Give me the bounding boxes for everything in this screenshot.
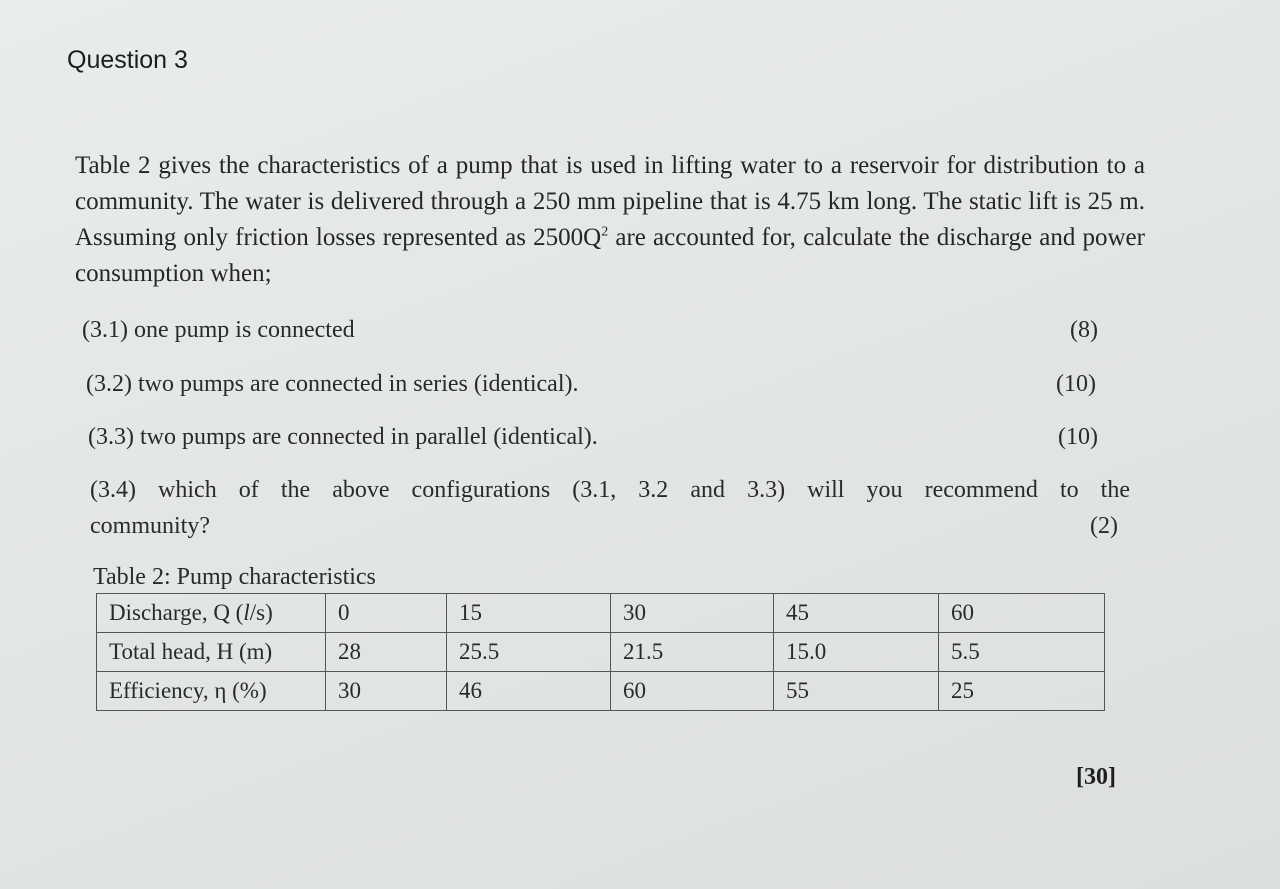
table-cell: 21.5 <box>611 633 774 672</box>
row-header-efficiency: Efficiency, η (%) <box>97 672 326 711</box>
table-caption: Table 2: Pump characteristics <box>93 564 376 590</box>
sub-question-marks: (10) <box>1058 424 1098 450</box>
table-cell: 28 <box>326 633 447 672</box>
table-cell: 45 <box>774 594 939 633</box>
sub-question-text-line-1: (3.4) which of the above configurations (3.1, 3.2 and 3.3) will you recommend to the <box>90 477 1130 503</box>
table-cell: 46 <box>447 672 611 711</box>
table-cell: 15.0 <box>774 633 939 672</box>
pump-characteristics-table <box>96 593 1105 711</box>
table-cell: 5.5 <box>939 633 1105 672</box>
row-header-text: Discharge, Q ( <box>109 600 244 625</box>
table-cell: 25.5 <box>447 633 611 672</box>
sub-question-3-3 <box>88 419 1128 455</box>
table-cell: 60 <box>611 672 774 711</box>
sub-question-marks: (8) <box>1070 317 1098 343</box>
total-marks: [30] <box>1076 764 1116 790</box>
sub-question-3-4 <box>90 472 1130 544</box>
row-header-discharge <box>97 594 326 633</box>
sub-question-text: community? <box>90 513 210 539</box>
table-cell: 25 <box>939 672 1105 711</box>
table-cell: 15 <box>447 594 611 633</box>
table-cell: 60 <box>939 594 1105 633</box>
row-header-text-suffix: /s) <box>249 600 273 625</box>
intro-superscript: 2 <box>601 224 609 240</box>
intro-text-1: Table 2 gives the characteristics of a pump that is used in lifting water to a reservoir for distribution to a community. The water is delivered through a 250 mm pipeline that is 4.75 km long. The static lift is 25 m. Assuming only friction losses represented as 2500Q <box>75 152 1145 251</box>
sub-question-marks: (2) <box>1090 513 1118 539</box>
sub-question-marks: (10) <box>1056 371 1096 397</box>
row-header-total-head: Total head, H (m) <box>97 633 326 672</box>
question-intro <box>75 148 1145 292</box>
table-row-efficiency <box>97 672 1105 711</box>
table-row-discharge <box>97 594 1105 633</box>
sub-question-3-2 <box>86 366 1126 402</box>
question-heading: Question 3 <box>67 46 188 74</box>
row-header-unit-italic: l <box>243 600 250 625</box>
sub-question-3-1 <box>82 312 1122 348</box>
sub-question-text-line-2 <box>90 508 1130 544</box>
table-cell: 30 <box>326 672 447 711</box>
table-cell: 55 <box>774 672 939 711</box>
sub-question-text: (3.3) two pumps are connected in parallel (identical). <box>88 424 598 450</box>
intro-text-2: are accounted for, calculate the discharge and power consumption when; <box>75 224 1145 287</box>
sub-question-text: (3.2) two pumps are connected in series (identical). <box>86 371 579 397</box>
sub-question-text: (3.1) one pump is connected <box>82 317 355 343</box>
table-row-total-head <box>97 633 1105 672</box>
table-cell: 0 <box>326 594 447 633</box>
table-cell: 30 <box>611 594 774 633</box>
